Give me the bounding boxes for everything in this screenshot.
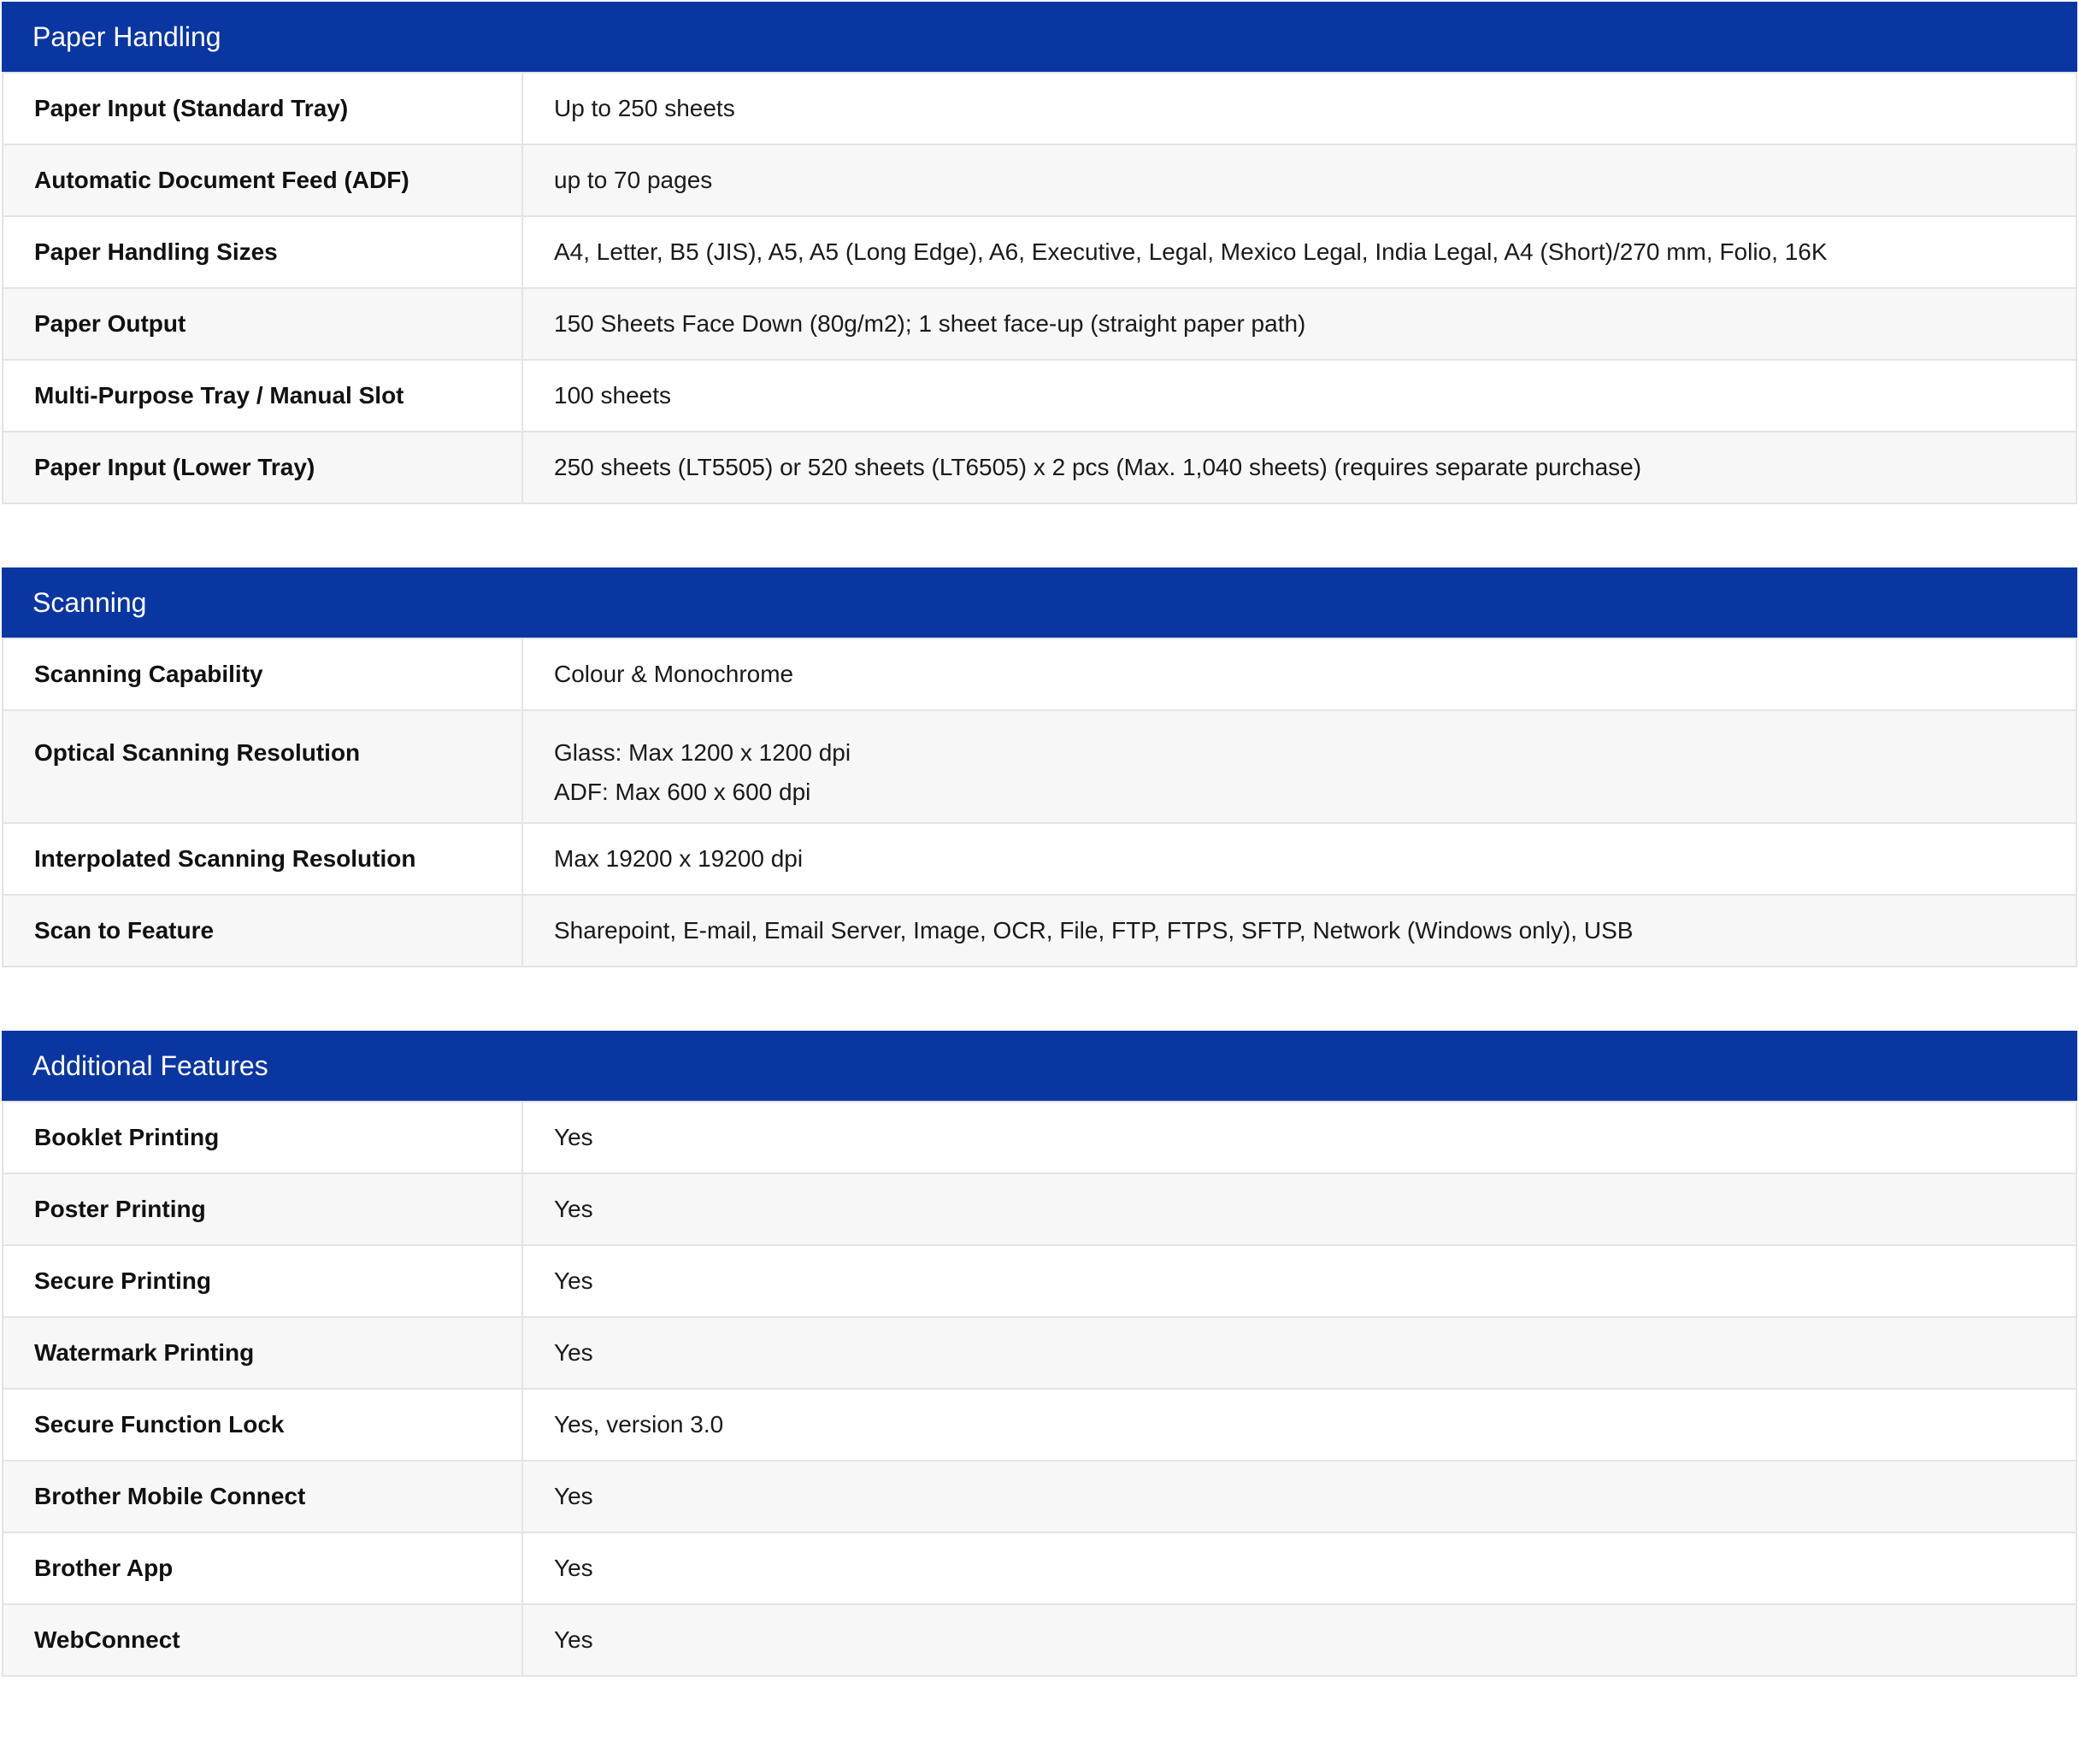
spec-value [522, 1102, 2076, 1173]
spec-value-line: Yes [554, 1267, 593, 1294]
spec-section-scanning [2, 567, 2077, 967]
spec-value [522, 638, 2076, 710]
spec-row [3, 1173, 2076, 1245]
spec-row [3, 1389, 2076, 1461]
spec-value-line: 100 sheets [554, 382, 671, 409]
spec-row [3, 638, 2076, 710]
spec-value-line: A4, Letter, B5 (JIS), A5, A5 (Long Edge), A6, Executive, Legal, Mexico Legal, India Legal, A4 (Short)/270 mm, Folio, 16K [554, 238, 1828, 265]
spec-value-line: Yes [554, 1626, 593, 1653]
spec-table [2, 72, 2077, 504]
spec-value-line: Yes [554, 1196, 593, 1222]
spec-value-line: up to 70 pages [554, 167, 713, 193]
spec-value-line: Glass: Max 1200 x 1200 dpi [554, 739, 851, 766]
spec-row [3, 432, 2076, 503]
spec-row [3, 1102, 2076, 1173]
spec-label: Automatic Document Feed (ADF) [3, 144, 522, 216]
spec-row [3, 288, 2076, 360]
spec-label: Poster Printing [3, 1173, 522, 1245]
spec-value [522, 1245, 2076, 1317]
spec-value-line: Sharepoint, E-mail, Email Server, Image, OCR, File, FTP, FTPS, SFTP, Network (Windows only), USB [554, 917, 1634, 944]
spec-value [522, 1461, 2076, 1532]
spec-value [522, 73, 2076, 144]
spec-label: Paper Input (Standard Tray) [3, 73, 522, 144]
spec-value-line: Max 19200 x 19200 dpi [554, 845, 804, 872]
spec-value-line: 150 Sheets Face Down (80g/m2); 1 sheet face-up (straight paper path) [554, 310, 1306, 337]
spec-value [522, 1604, 2076, 1676]
spec-label: Optical Scanning Resolution [3, 710, 522, 823]
spec-label: Booklet Printing [3, 1102, 522, 1173]
spec-label: Paper Handling Sizes [3, 216, 522, 288]
spec-row [3, 216, 2076, 288]
spec-label: Scan to Feature [3, 895, 522, 967]
spec-label: WebConnect [3, 1604, 522, 1676]
spec-section-paper-handling [2, 2, 2077, 504]
spec-row [3, 73, 2076, 144]
spec-value [522, 1532, 2076, 1604]
spec-value [522, 823, 2076, 895]
spec-row [3, 1317, 2076, 1389]
spec-value [522, 216, 2076, 288]
spec-label: Secure Printing [3, 1245, 522, 1317]
spec-value [522, 1317, 2076, 1389]
spec-value [522, 360, 2076, 432]
section-header: Additional Features [2, 1031, 2077, 1101]
spec-sections [0, 2, 2079, 1677]
spec-value-line: Colour & Monochrome [554, 661, 794, 687]
section-header: Scanning [2, 567, 2077, 638]
spec-label: Watermark Printing [3, 1317, 522, 1389]
spec-value-line: Yes, version 3.0 [554, 1411, 724, 1438]
spec-value [522, 144, 2076, 216]
spec-label: Secure Function Lock [3, 1389, 522, 1461]
spec-value-line: Yes [554, 1555, 593, 1581]
spec-row [3, 1461, 2076, 1532]
spec-label: Scanning Capability [3, 638, 522, 710]
spec-value [522, 895, 2076, 967]
spec-label: Brother App [3, 1532, 522, 1604]
spec-section-additional-features [2, 1031, 2077, 1677]
spec-row [3, 710, 2076, 823]
spec-value [522, 432, 2076, 503]
section-header: Paper Handling [2, 2, 2077, 72]
spec-value-line: 250 sheets (LT5505) or 520 sheets (LT6505) x 2 pcs (Max. 1,040 sheets) (requires separate purchase) [554, 454, 1642, 480]
spec-value-line: Yes [554, 1483, 593, 1509]
spec-value [522, 710, 2076, 823]
spec-label: Paper Input (Lower Tray) [3, 432, 522, 503]
spec-row [3, 823, 2076, 895]
spec-row [3, 1245, 2076, 1317]
spec-value-line: ADF: Max 600 x 600 dpi [554, 779, 811, 805]
spec-label: Interpolated Scanning Resolution [3, 823, 522, 895]
spec-row [3, 895, 2076, 967]
spec-row [3, 1532, 2076, 1604]
spec-value-line: Up to 250 sheets [554, 95, 735, 121]
spec-row [3, 360, 2076, 432]
spec-value-line: Yes [554, 1339, 593, 1366]
spec-row [3, 144, 2076, 216]
spec-table [2, 1101, 2077, 1677]
spec-value-line: Yes [554, 1124, 593, 1150]
spec-table [2, 638, 2077, 967]
spec-label: Paper Output [3, 288, 522, 360]
spec-row [3, 1604, 2076, 1676]
spec-label: Multi-Purpose Tray / Manual Slot [3, 360, 522, 432]
spec-value [522, 1389, 2076, 1461]
spec-value [522, 288, 2076, 360]
spec-label: Brother Mobile Connect [3, 1461, 522, 1532]
spec-value [522, 1173, 2076, 1245]
